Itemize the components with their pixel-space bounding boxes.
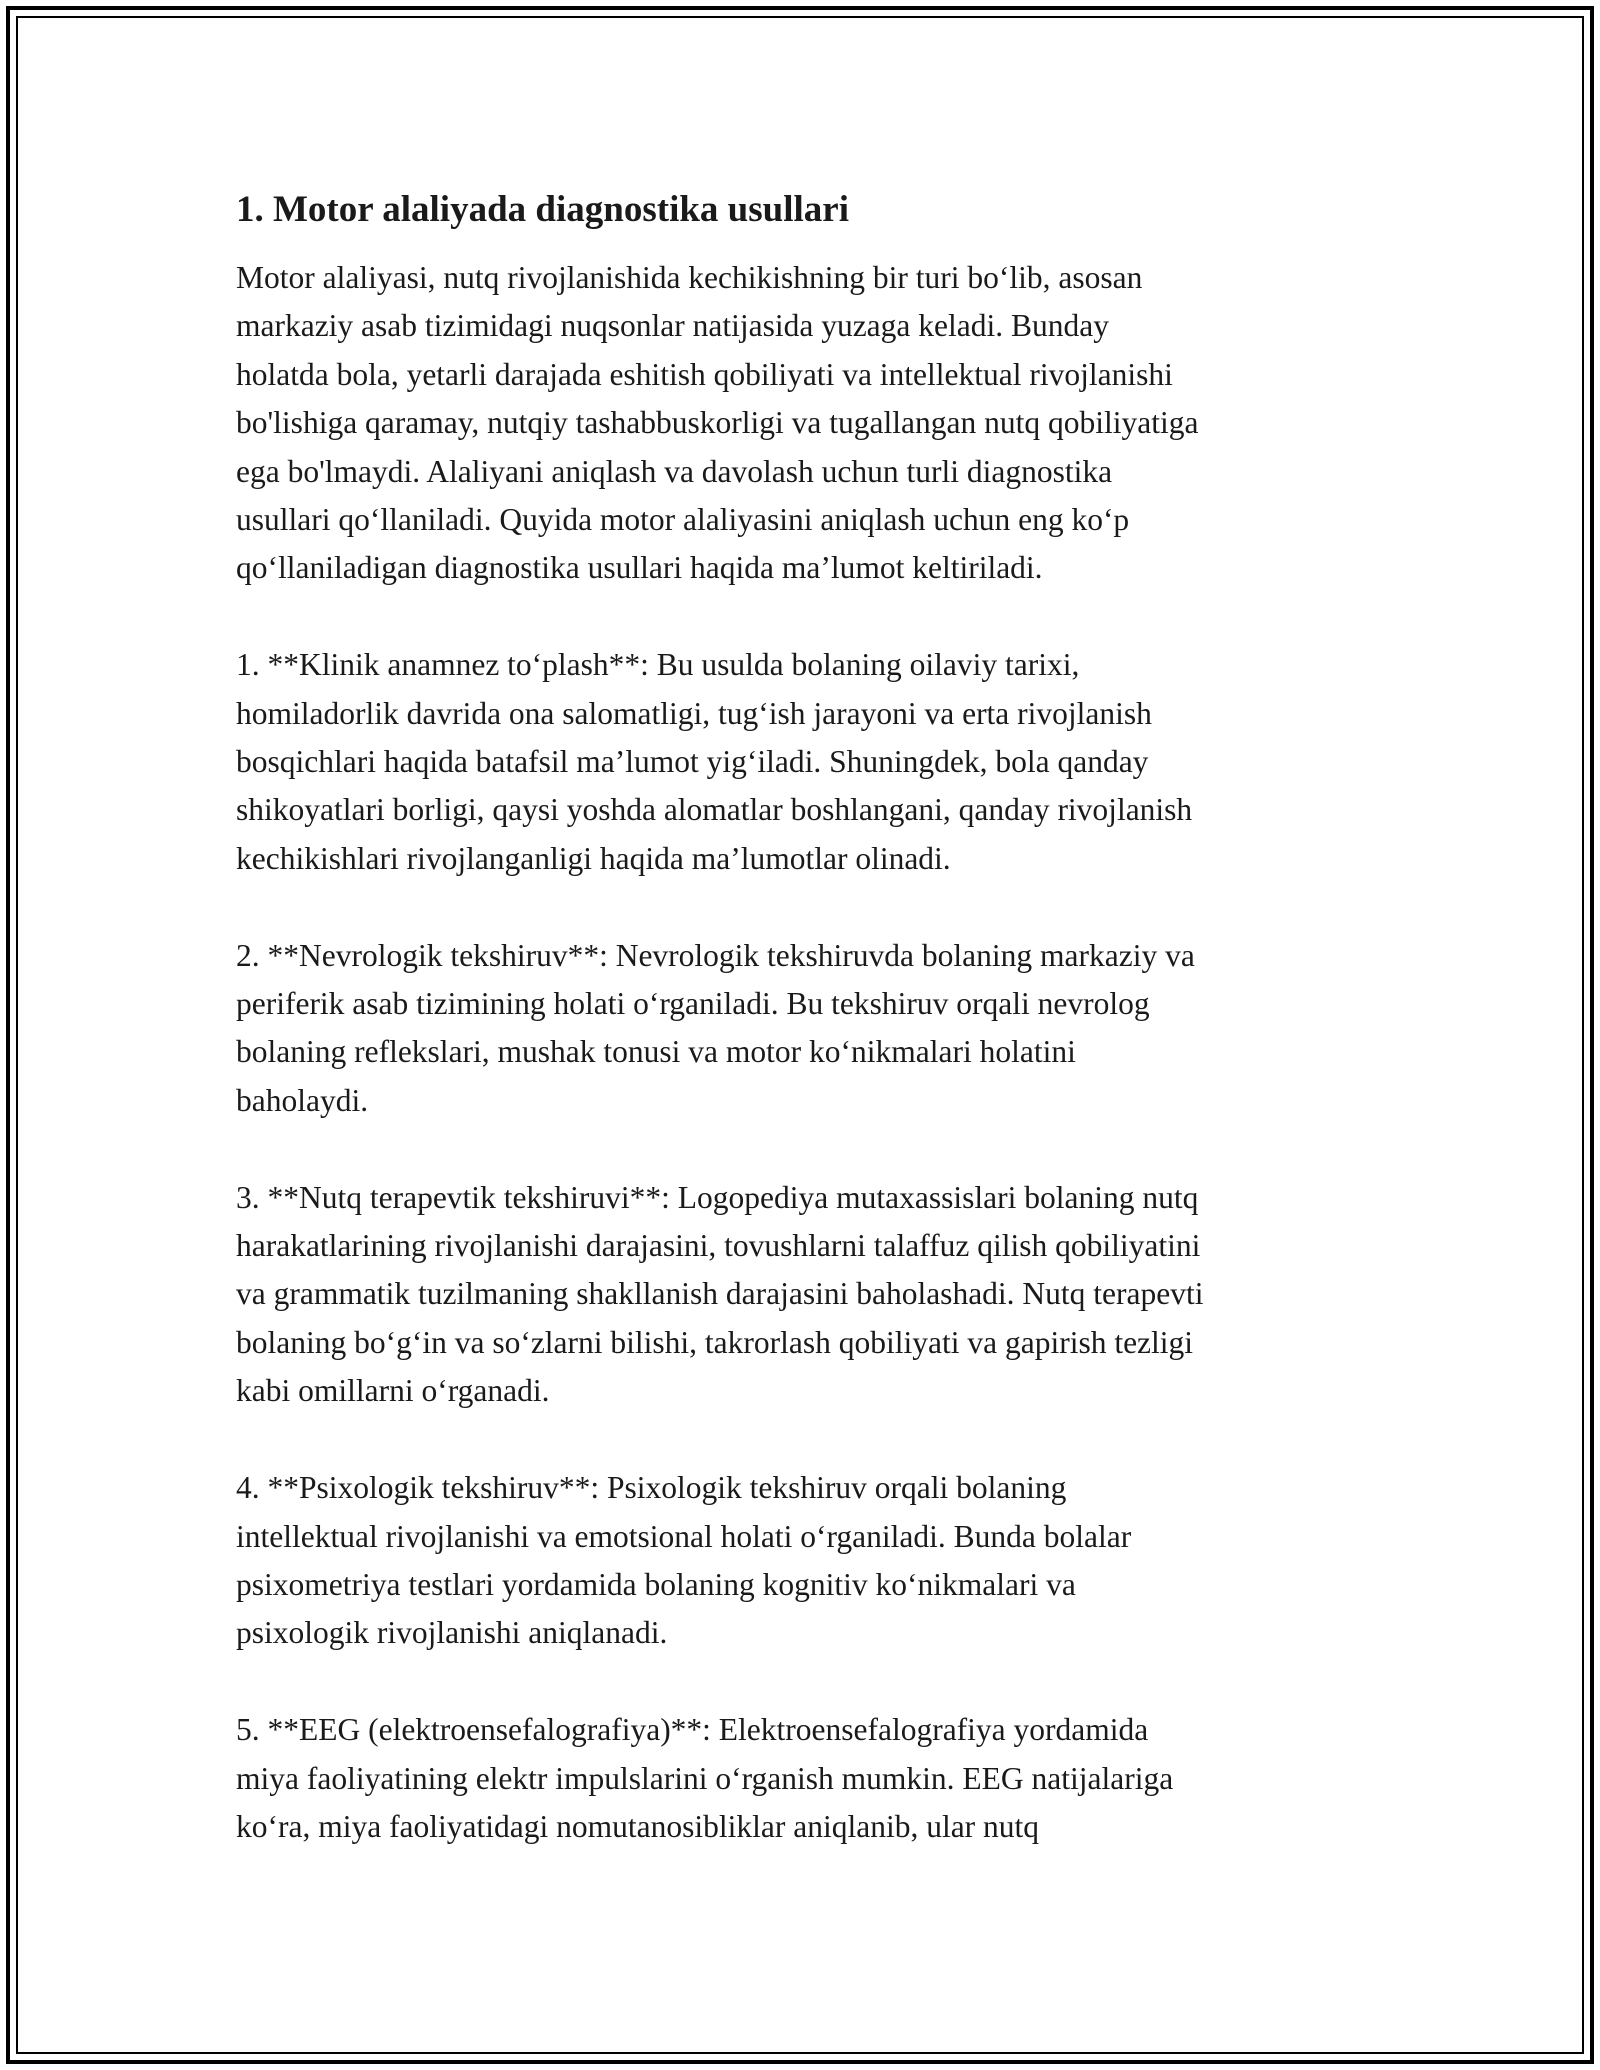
text-line: baholaydi. [236, 1082, 369, 1118]
text-line: 1. **Klinik anamnez to‘plash**: Bu usulda bolaning oilaviy tarixi, [236, 647, 1080, 683]
text-line: markaziy asab tizimidagi nuqsonlar natijasida yuzaga keladi. Bunday [236, 308, 1109, 344]
text-line: Motor alaliyasi, nutq rivojlanishida kechikishning bir turi bo‘lib, asosan [236, 260, 1143, 295]
text-line: 4. **Psixologik tekshiruv**: Psixologik tekshiruv orqali bolaning [236, 1470, 1067, 1506]
text-line: psixologik rivojlanishi aniqlanadi. [236, 1615, 668, 1651]
document-title: 1. Motor alaliyada diagnostika usullari [236, 189, 849, 230]
list-item-eeg [236, 1706, 1376, 1851]
text-line: 2. **Nevrologik tekshiruv**: Nevrologik tekshiruvda bolaning markaziy va [236, 937, 1195, 973]
text-line: psixometriya testlari yordamida bolaning kognitiv ko‘nikmalari va [236, 1566, 1076, 1602]
text-line: qo‘llaniladigan diagnostika usullari haqida ma’lumot keltiriladi. [236, 550, 1043, 586]
text-line: bo'lishiga qaramay, nutqiy tashabbuskorligi va tugallangan nutq qobiliyatiga [236, 405, 1199, 441]
text-line: homiladorlik davrida ona salomatligi, tug‘ish jarayoni va erta rivojlanish [236, 695, 1152, 731]
text-line: shikoyatlari borligi, qaysi yoshda alomatlar boshlangani, qanday rivojlanish [236, 792, 1193, 828]
text-line: ega bo'lmaydi. Alaliyani aniqlash va davolash uchun turli diagnostika [236, 453, 1113, 489]
list-item-klinik-anamnez [236, 641, 1376, 883]
text-line: kechikishlari rivojlanganligi haqida ma’lumotlar olinadi. [236, 840, 951, 876]
text-line: periferik asab tizimining holati o‘rganiladi. Bu tekshiruv orqali nevrolog [236, 986, 1150, 1022]
text-line: bosqichlari haqida batafsil ma’lumot yig‘iladi. Shuningdek, bola qanday [236, 744, 1149, 780]
text-line: holatda bola, yetarli darajada eshitish qobiliyati va intellektual rivojlanishi [236, 356, 1173, 392]
list-item-psixologik-tekshiruv [236, 1464, 1376, 1658]
text-line: va grammatik tuzilmaning shakllanish darajasini baholashadi. Nutq terapevti [236, 1276, 1204, 1312]
text-line: kabi omillarni o‘rganadi. [236, 1373, 550, 1409]
intro-paragraph [236, 254, 1376, 593]
text-line: bolaning reflekslari, mushak tonusi va motor ko‘nikmalari holatini [236, 1034, 1076, 1070]
text-line: 5. **EEG (elektroensefalografiya)**: Elektroensefalografiya yordamida [236, 1712, 1149, 1748]
list-item-nutq-terapevtik [236, 1174, 1376, 1416]
text-line: ko‘ra, miya faoliyatidagi nomutanosibliklar aniqlanib, ular nutq [236, 1808, 1040, 1844]
text-line: bolaning bo‘g‘in va so‘zlarni bilishi, takrorlash qobiliyati va gapirish tezligi [236, 1324, 1194, 1360]
list-item-nevrologik-tekshiruv [236, 932, 1376, 1126]
text-line: harakatlarining rivojlanishi darajasini, tovushlarni talaffuz qilish qobiliyatini [236, 1228, 1201, 1264]
text-line: miya faoliyatining elektr impulslarini o‘rganish mumkin. EEG natijalariga [236, 1760, 1174, 1796]
text-line: intellektual rivojlanishi va emotsional holati o‘rganiladi. Bunda bolalar [236, 1518, 1132, 1554]
document-body [236, 186, 1376, 1900]
text-line: usullari qo‘llaniladi. Quyida motor alaliyasini aniqlash uchun eng ko‘p [236, 502, 1130, 538]
text-line: 3. **Nutq terapevtik tekshiruvi**: Logopediya mutaxassislari bolaning nutq [236, 1179, 1199, 1215]
